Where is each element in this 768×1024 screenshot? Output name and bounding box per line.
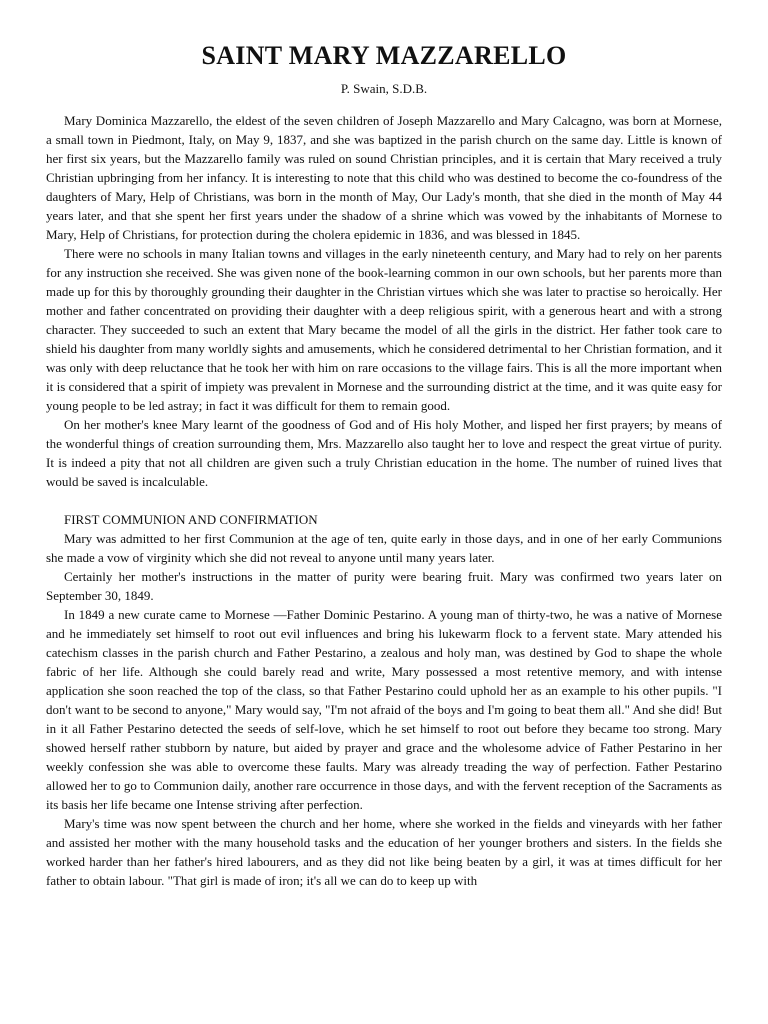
paragraph-upbringing: There were no schools in many Italian towns and villages in the early nineteenth century, and Mary had to rely on her parents for any instruction she received. She was given none of the book-learning common in our own schools, but her parents more than made up for this by thoroughly grounding their daughter in the Christian virtues which she was later to practise so heroically. Her mother and father concentrated on providing their daughter with a deep religious spirit, with a generous heart and with a strong character. They succeeded to such an extent that Mary became the model of all the girls in the district. Her father took care to shield his daughter from many worldly sights and amusements, which he considered detrimental to her Christian formation, and it was only with deep reluctance that he took her with him on rare occasions to the village fairs. This is all the more important when it is considered that a spirit of impiety was prevalent in Mornese and the surrounding district at the time, and it was quite easy for young people to be led astray; in fact it was difficult for them to remain good.	[46, 246, 722, 413]
document-author: P. Swain, S.D.B.	[340, 81, 428, 96]
section-heading-first-communion: FIRST COMMUNION AND CONFIRMATION	[64, 512, 318, 527]
paragraph-father-pestarino: In 1849 a new curate came to Mornese —Father Dominic Pestarino. A young man of thirty-two, he was a native of Mornese and he immediately set himself to root out evil influences and bring his lukewarm flock to a fervent state. Mary attended his catechism classes in the parish church and Father Pestarino, a zealous and holy man, was destined by God to shape the whole fabric of her life. Although she could barely read and write, Mary possessed a most retentive memory, and with intense application she soon reached the top of the class, so that Father Pestarino could uphold her as an example to his other pupils. "I don't want to be second to anyone," Mary would say, "I'm not afraid of the boys and I'm going to beat them all." And she did! But in it all Father Pestarino detected the seeds of self-love, which he set himself to root out before they became too strong. Mary showed herself rather stubborn by nature, but aided by prayer and grace and the wholesome advice of Father Pestarino in her weekly confession she was able to overcome these faults. Mary was already treading the way of perfection. Father Pestarino allowed her to go to Communion daily, another rare occurrence in those days, and with the fervent reception of the Sacraments as its basis her life became one Intense striving after perfection.	[46, 607, 722, 812]
paragraph-confirmation: Certainly her mother's instructions in the matter of purity were bearing fruit. Mary was confirmed two years later on September 30, 1849.	[46, 569, 722, 603]
paragraph-fields-and-home: Mary's time was now spent between the church and her home, where she worked in the fields and vineyards with her father and assisted her mother with the many household tasks and the education of her younger brothers and sisters. In the fields she worked harder than her father's hired labourers, and as they did not like being beaten by a girl, it was at times difficult for her father to obtain labour. "That girl is made of iron; it's all we can do to keep up with	[46, 816, 722, 888]
paragraph-first-communion: Mary was admitted to her first Communion at the age of ten, quite early in those days, and in one of her early Communions she made a vow of virginity which she did not reveal to anyone until many years later.	[46, 531, 722, 565]
document-page	[46, 40, 722, 890]
paragraph-birth: Mary Dominica Mazzarello, the eldest of the seven children of Joseph Mazzarello and Mary Calcagno, was born at Mornese, a small town in Piedmont, Italy, on May 9, 1837, and she was baptized in the parish church on the same day. Little is known of her first six years, but the Mazzarello family was ruled on sound Christian principles, and it is certain that Mary received a truly Christian upbringing from her infancy. It is interesting to note that this child who was destined to become the co-foundress of the daughters of Mary, Help of Christians, was born in the month of May, Our Lady's month, that she died in the month of May 44 years later, and that she spent her first years under the shadow of a shrine which was vowed by the inhabitants of Mornese to Mary, Help of Christians, for protection during the cholera epidemic in 1836, and was blessed in 1845.	[46, 113, 722, 242]
document-title: SAINT MARY MAZZARELLO	[201, 41, 567, 70]
paragraph-mothers-knee: On her mother's knee Mary learnt of the goodness of God and of His holy Mother, and lisped her first prayers; by means of the wonderful things of creation surrounding them, Mrs. Mazzarello also taught her to love and respect the great virtue of purity. It is indeed a pity that not all children are given such a truly Christian education in the home. The number of ruined lives that would be saved is incalculable.	[46, 417, 722, 489]
